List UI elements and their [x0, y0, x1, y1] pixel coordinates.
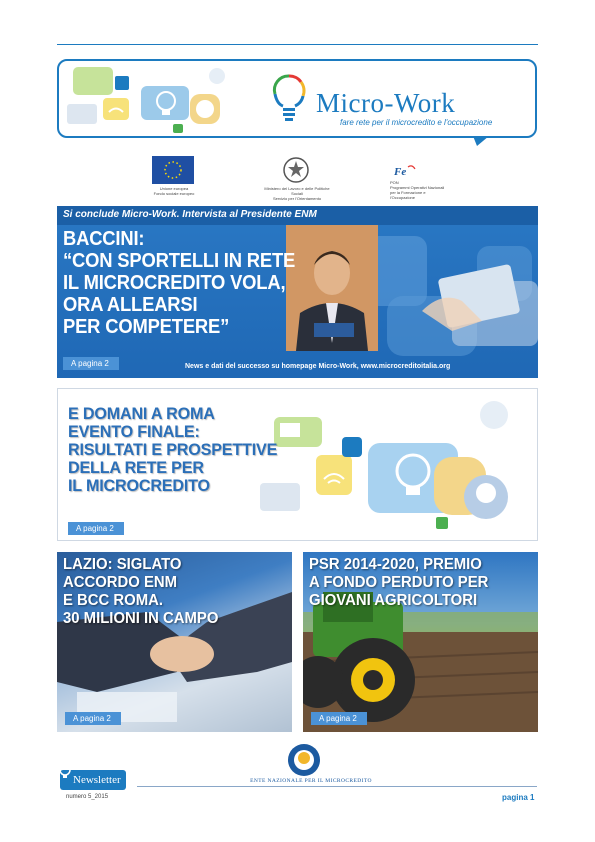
lazio-headline: LAZIO: SIGLATO ACCORDO ENM E BCC ROMA. 30 MILIONI IN CAMPO [63, 556, 219, 627]
page-link-psr[interactable]: A pagina 2 [311, 712, 367, 725]
newsletter-badge: Newsletter [60, 770, 126, 790]
page-link-main[interactable]: A pagina 2 [63, 357, 119, 370]
event-story-panel [57, 388, 538, 541]
thumb-photo-icon [67, 104, 97, 124]
location-pin-icon [436, 517, 448, 529]
logo-title: Micro-Work [316, 88, 456, 118]
svg-text:Fe: Fe [394, 166, 407, 178]
main-story-panel [57, 206, 538, 378]
partner-caption: Unione europea Fondo sociale europeo [153, 186, 195, 196]
logo-tagline: fare rete per il microcredito e l'occupazione [340, 118, 493, 127]
event-headline: E DOMANI A ROMA EVENTO FINALE: RISULTATI E PROSPETTIVE DELLA RETE PER IL MICROCREDITO [68, 404, 278, 495]
lazio-story-panel [57, 552, 292, 732]
tablet-hand-photo [422, 261, 522, 331]
top-rule [57, 44, 538, 45]
main-headline: BACCINI: “CON SPORTELLI IN RETE IL MICROCREDITO VOLA, ORA ALLEARSI PER COMPETERE” [63, 228, 296, 338]
doc-bubble-icon [342, 437, 362, 457]
speech-tail-icon [473, 136, 489, 146]
photo-bubble-icon [209, 68, 225, 84]
republic-emblem-icon [282, 156, 310, 184]
website-note: News e dati del successo su homepage Micro-Work, www.microcreditoitalia.org [185, 363, 451, 370]
page-number: pagina 1 [502, 793, 535, 802]
psr-story-panel [303, 552, 538, 732]
green-bubble-icon [73, 67, 113, 95]
photo-bubble-icon [480, 401, 508, 429]
enm-logo-icon [287, 742, 321, 778]
issue-number: numero 5_2015 [66, 794, 109, 800]
newsletter-bulb-icon [58, 764, 72, 780]
doc-icon [115, 76, 129, 90]
psr-headline: PSR 2014-2020, PREMIO A FONDO PERDUTO PER GIOVANI AGRICOLTORI [309, 556, 489, 609]
location-pin-icon [173, 124, 183, 133]
page-link-event[interactable]: A pagina 2 [68, 522, 124, 535]
story-kicker: Si conclude Micro-Work. Intervista al Presidente ENM [63, 209, 317, 220]
micro-work-lightbulb-logo [267, 68, 311, 124]
eu-flag-icon [152, 156, 194, 184]
pon-logo-icon [394, 164, 416, 178]
partner-caption: PON Programmi Operativi Nazionali per la Formazione e l'Occupazione [390, 180, 445, 200]
page-link-lazio[interactable]: A pagina 2 [65, 712, 121, 725]
partner-caption: Ministero del Lavoro e delle Politiche Sociali Servizio per l'Orientamento [264, 186, 330, 201]
org-name: ENTE NAZIONALE PER IL MICROCREDITO [246, 778, 376, 784]
header-illustration [65, 64, 230, 134]
footer-rule [137, 786, 537, 787]
